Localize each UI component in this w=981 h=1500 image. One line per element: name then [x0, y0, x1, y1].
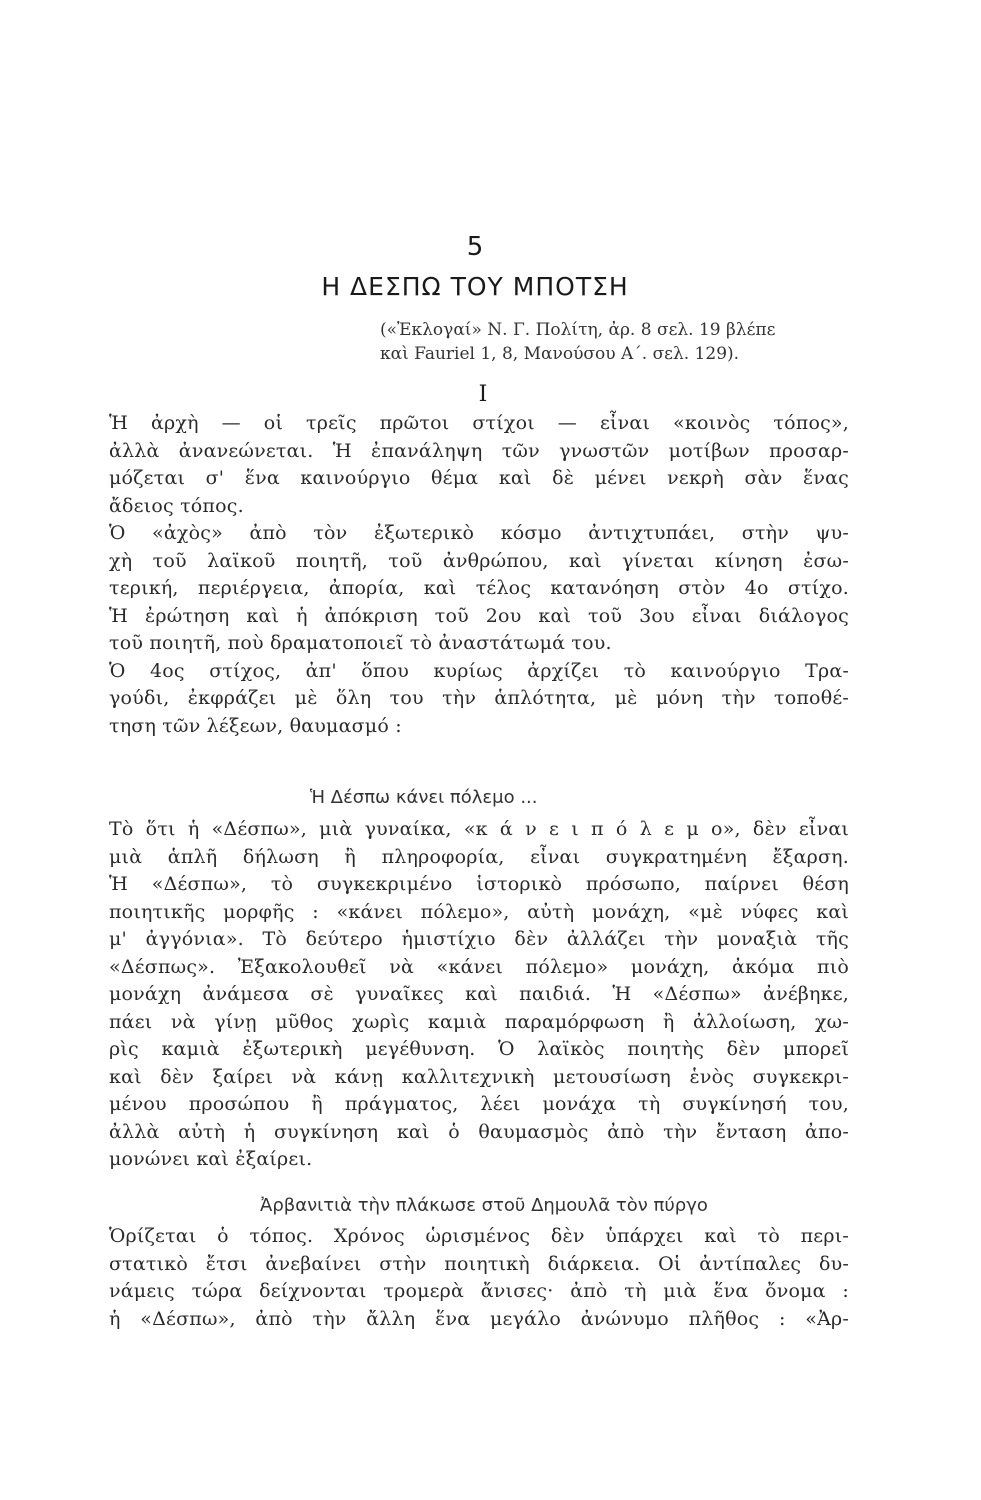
text-line: Ὁ «ἀχὸς» ἀπὸ τὸν ἐξωτερικὸ κόσμο ἀντιχτυπάει, στὴν ψυ-	[109, 522, 849, 544]
text-line: μ' ἀγγόνια». Τὸ δεύτερο ἡμιστίχιο δὲν ἀλλάζει τὴν μοναξιὰ τῆς	[109, 928, 849, 950]
paragraph-block-2	[109, 816, 849, 1174]
text-line: πάει νὰ γίνῃ μῦθος χωρὶς καμιὰ παραμόρφωση ἢ ἀλλοίωση, χω-	[109, 1010, 849, 1033]
source-citation-line: καὶ Fauriel 1, 8, Μανούσου Α΄. σελ. 129).	[380, 344, 740, 364]
paragraph-block-1	[109, 410, 849, 740]
text-line: τερική, περιέργεια, ἀπορία, καὶ τέλος κατανόηση στὸν 4ο στίχο.	[109, 577, 849, 599]
verse-quote: Ἡ Δέσπω κάνει πόλεμο ...	[310, 787, 538, 808]
text-line: ἄδειος τόπος.	[109, 494, 244, 517]
source-citation-line: («Ἐκλογαί» Ν. Γ. Πολίτη, ἀρ. 8 σελ. 19 βλέπε	[380, 320, 776, 340]
text-line: Ὁ 4ος στίχος, ἀπ' ὅπου κυρίως ἀρχίζει τὸ καινούργιο Τρα-	[109, 659, 849, 682]
text-line: στατικὸ ἔτσι ἀνεβαίνει στὴν ποιητικὴ διάρκεια. Οἱ ἀντίπαλες δυ-	[109, 1252, 849, 1275]
text-line: γούδι, ἐκφράζει μὲ ὅλη του τὴν ἁπλότητα, μὲ μόνη τὴν τοποθέ-	[109, 687, 849, 709]
text-line: ρὶς καμιὰ ἐξωτερικὴ μεγέθυνση. Ὁ λαϊκὸς ποιητὴς δὲν μπορεῖ	[109, 1038, 849, 1060]
text-line: μόζεται σ' ἕνα καινούργιο θέμα καὶ δὲ μένει νεκρὴ σὰν ἕνας	[109, 467, 849, 489]
text-line: μονώνει καὶ ἐξαίρει.	[109, 1148, 313, 1170]
text-line: τοῦ ποιητῆ, ποὺ δραματοποιεῖ τὸ ἀναστάτωμά του.	[109, 632, 612, 654]
text-line: Ὁρίζεται ὁ τόπος. Χρόνος ὡρισμένος δὲν ὑπάρχει καὶ τὸ περι-	[109, 1225, 849, 1247]
text-line: Ἡ ἀρχὴ — οἱ τρεῖς πρῶτοι στίχοι — εἶναι «κοινὸς τόπος»,	[109, 412, 849, 434]
chapter-title: Η ΔΕΣΠΩ ΤΟΥ ΜΠΟΤΣΗ	[321, 272, 629, 301]
text-line: τηση τῶν λέξεων, θαυμασμό :	[109, 714, 402, 737]
text-line: ἀλλὰ αὐτὴ ἡ συγκίνηση καὶ ὁ θαυμασμὸς ἀπὸ τὴν ἔνταση ἀπο-	[109, 1120, 849, 1143]
text-line: ποιητικῆς μορφῆς : «κάνει πόλεμο», αὐτὴ μονάχη, «μὲ νύφες καὶ	[109, 900, 849, 923]
text-line: ἀλλὰ ἀνανεώνεται. Ἡ ἐπανάληψη τῶν γνωστῶν μοτίβων προσαρ-	[109, 439, 849, 462]
text-line: «Δέσπως». Ἐξακολουθεῖ νὰ «κάνει πόλεμο» μονάχη, ἀκόμα πιὸ	[109, 955, 849, 978]
text-line: καὶ δὲν ξαίρει νὰ κάνῃ καλλιτεχνικὴ μετουσίωση ἑνὸς συγκεκρι-	[109, 1065, 849, 1088]
source-citation	[380, 318, 840, 366]
text-line: μιὰ ἁπλῆ δήλωση ἢ πληροφορία, εἶναι συγκρατημένη ἔξαρση.	[109, 845, 849, 868]
text-line: ἡ «Δέσπω», ἀπὸ τὴν ἄλλη ἕνα μεγάλο ἀνώνυμο πλῆθος : «Ἀρ-	[109, 1307, 849, 1330]
section-numeral: I	[478, 382, 488, 407]
paragraph-block-3	[109, 1223, 849, 1333]
text-line: Ἡ «Δέσπω», τὸ συγκεκριμένο ἱστορικὸ πρόσωπο, παίρνει θέση	[109, 873, 849, 895]
text-line: Ἡ ἐρώτηση καὶ ἡ ἀπόκριση τοῦ 2ου καὶ τοῦ 3ου εἶναι διάλογος	[109, 604, 849, 627]
text-line: μονάχη ἀνάμεσα σὲ γυναῖκες καὶ παιδιά. Ἡ «Δέσπω» ἀνέβηκε,	[109, 983, 849, 1005]
text-line: χὴ τοῦ λαϊκοῦ ποιητῆ, τοῦ ἀνθρώπου, καὶ γίνεται κίνηση ἐσω-	[109, 549, 849, 572]
verse-quote: Ἀρβανιτιὰ τὴν πλάκωσε στοῦ Δημουλᾶ τὸν πύργο	[260, 1195, 708, 1216]
text-line: νάμεις τώρα δείχνονται τρομερὰ ἄνισες· ἀπὸ τὴ μιὰ ἕνα ὄνομα :	[109, 1280, 849, 1302]
chapter-number: 5	[466, 232, 484, 262]
text-line: Τὸ ὅτι ἡ «Δέσπω», μιὰ γυναίκα, «κ ά ν ε ι π ό λ ε μ ο», δὲν εἶναι	[109, 818, 849, 840]
text-line: μένου προσώπου ἢ πράγματος, λέει μονάχα τὴ συγκίνησή του,	[109, 1093, 849, 1115]
